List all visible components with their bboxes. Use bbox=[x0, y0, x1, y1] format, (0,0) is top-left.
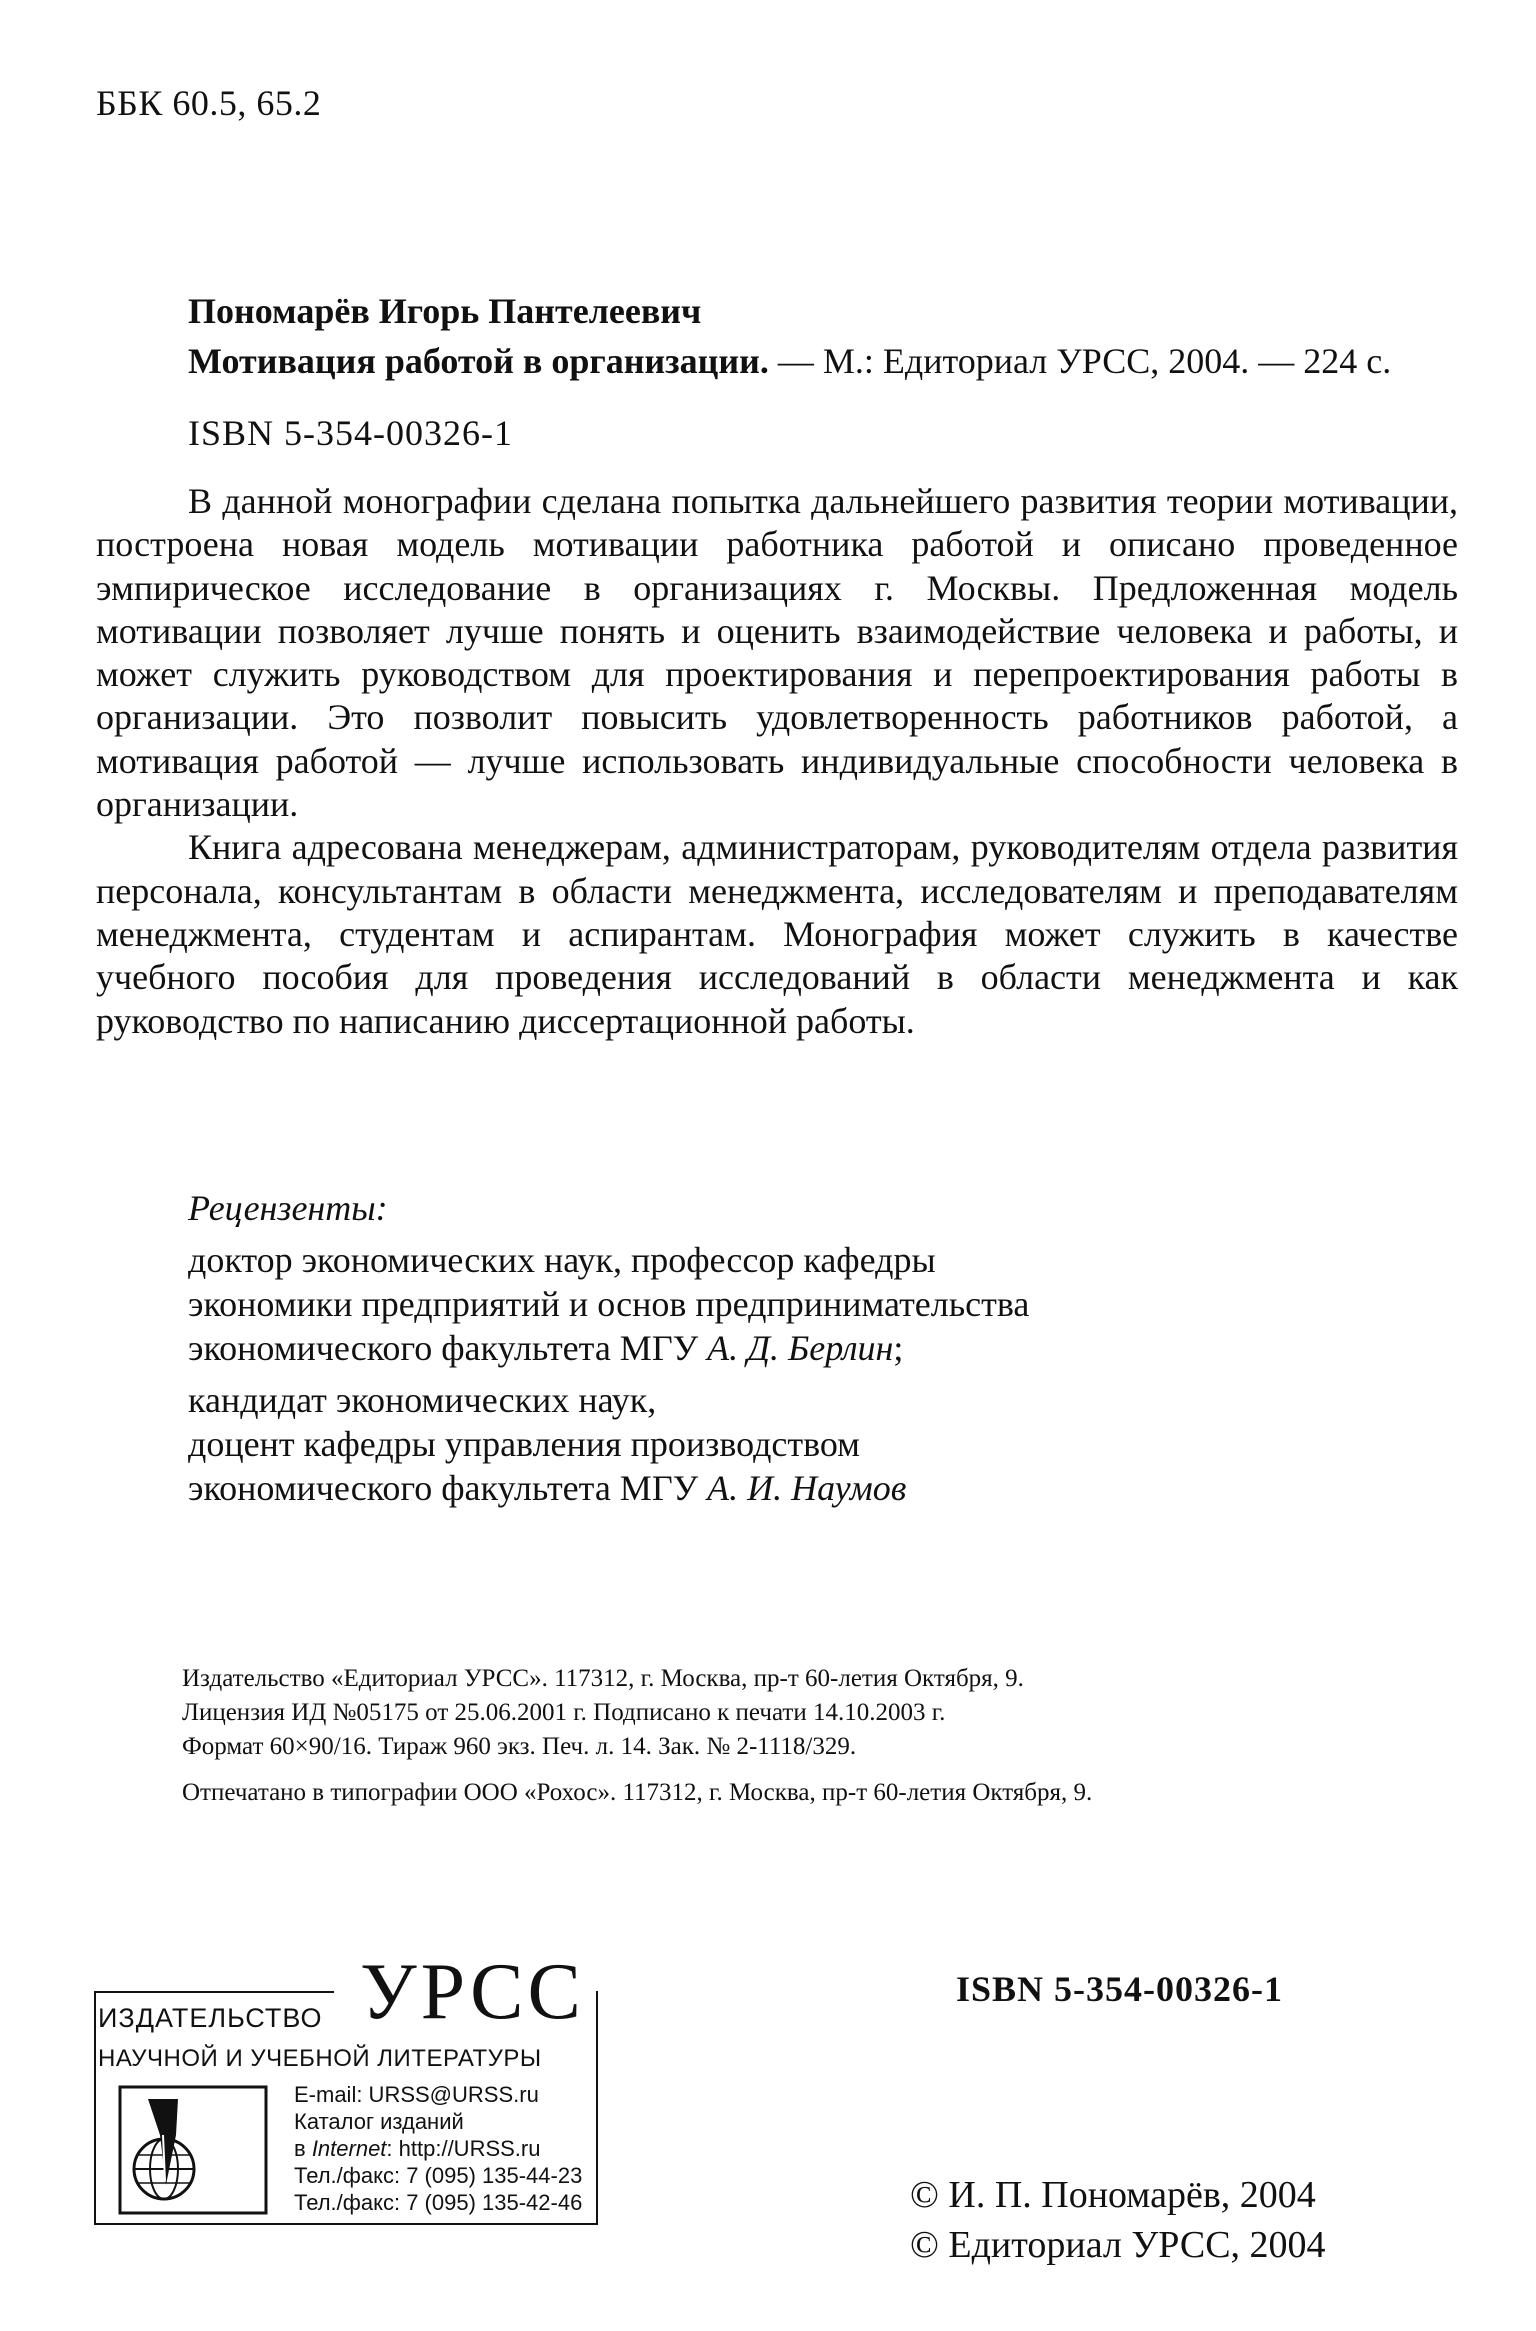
reviewer-1-faculty: экономического факультета МГУ bbox=[188, 1328, 708, 1368]
imprint-publisher: Издательство «Едиториал УРСС». 117312, г. Москва, пр-т 60-летия Октября, 9. bbox=[182, 1665, 1024, 1692]
reviewer-1 bbox=[188, 1238, 1388, 1370]
reviewer-1-line-1: доктор экономических наук, профессор кафедры bbox=[188, 1240, 936, 1280]
imprint-printer: Отпечатано в типографии ООО «Рохос». 117312, г. Москва, пр-т 60-летия Октября, 9. bbox=[182, 1779, 1093, 1806]
copyright-publisher: © Едиториал УРСС, 2004 bbox=[910, 2224, 1326, 2266]
copyright-block bbox=[910, 2170, 1326, 2270]
bbk-classification: ББК 60.5, 65.2 bbox=[96, 83, 322, 123]
logo-internet-word: Internet bbox=[311, 2136, 387, 2161]
publication-info: — М.: Едиториал УРСС, 2004. — 224 с. bbox=[768, 341, 1392, 381]
reviewer-1-line-3 bbox=[188, 1326, 1388, 1370]
logo-catalog: Каталог изданий bbox=[294, 2109, 464, 2134]
logo-internet-prefix: в bbox=[294, 2136, 312, 2161]
reviewer-2 bbox=[188, 1378, 1388, 1510]
imprint-license: Лицензия ИД №05175 от 25.06.2001 г. Подписано к печати 14.10.2003 г. bbox=[182, 1699, 946, 1726]
isbn-bottom: ISBN 5-354-00326-1 bbox=[956, 1969, 1284, 2009]
imprint bbox=[182, 1662, 1432, 1810]
logo-brand: УРСС bbox=[360, 1948, 585, 2036]
book-title: Мотивация работой в организации. bbox=[188, 341, 769, 381]
logo-internet-url: : http://URSS.ru bbox=[386, 2136, 541, 2161]
reviewer-2-name: А. И. Наумов bbox=[707, 1468, 907, 1508]
reviewer-1-end: ; bbox=[893, 1328, 904, 1368]
copyright-author: © И. П. Пономарёв, 2004 bbox=[910, 2174, 1316, 2216]
reviewer-2-line-2: доцент кафедры управления производством bbox=[188, 1424, 860, 1464]
abstract-paragraph-2: Книга адресована менеджерам, администраторам, руководителям отдела развития персонала, консультантам в области менеджмента, исследователям и преподавателям менеджмента, студентам и аспирантам. Монография может служить в качестве учебного пособия для проведения исследований в области менеджмента и как руководство по написанию диссертационной работы. bbox=[96, 827, 1458, 1041]
reviewer-2-line-3 bbox=[188, 1466, 1388, 1510]
logo-house-text: ИЗДАТЕЛЬСТВО bbox=[98, 2003, 323, 2033]
logo-phone-2: Тел./факс: 7 (095) 135-42-46 bbox=[294, 2190, 583, 2215]
reviewer-1-line-2: экономики предприятий и основ предпринимательства bbox=[188, 1284, 1030, 1324]
reviewer-1-name: А. Д. Берлин bbox=[707, 1328, 894, 1368]
logo-internet bbox=[294, 2135, 582, 2162]
logo-phone-1: Тел./факс: 7 (095) 135-44-23 bbox=[294, 2163, 583, 2188]
logo-email: E-mail: URSS@URSS.ru bbox=[294, 2082, 539, 2107]
bibliographic-line bbox=[188, 340, 1391, 382]
isbn-top: ISBN 5-354-00326-1 bbox=[188, 413, 513, 453]
abstract-paragraph-1: В данной монографии сделана попытка дальнейшего развития теории мотивации, построена новая модель мотивации работника работой и описано проведенное эмпирическое исследование в организациях г. Москвы. Предложенная модель мотивации позволяет лучше понять и оценить взаимодействие человека и работы, и может служить руководством для проектирования и перепроектирования работы в организации. Это позволит повысить удовлетворенность работников работой, а мотивация работой — лучше использовать индивидуальные способности человека в организации. bbox=[96, 481, 1458, 825]
reviewer-2-line-1: кандидат экономических наук, bbox=[188, 1380, 657, 1420]
reviewer-2-faculty: экономического факультета МГУ bbox=[188, 1468, 708, 1508]
abstract bbox=[96, 480, 1458, 1043]
reviewers-section bbox=[188, 1186, 1388, 1518]
logo-subtitle: НАУЧНОЙ И УЧЕБНОЙ ЛИТЕРАТУРЫ bbox=[98, 2045, 542, 2072]
author-name: Пономарёв Игорь Пантелеевич bbox=[188, 291, 702, 331]
reviewers-heading: Рецензенты: bbox=[188, 1188, 388, 1228]
publisher-logo bbox=[94, 1948, 596, 2225]
logo-contacts bbox=[294, 2081, 582, 2216]
imprint-format: Формат 60×90/16. Тираж 960 экз. Печ. л. 14. Зак. № 2-1118/329. bbox=[182, 1733, 857, 1760]
globe-pen-icon bbox=[118, 2085, 268, 2215]
